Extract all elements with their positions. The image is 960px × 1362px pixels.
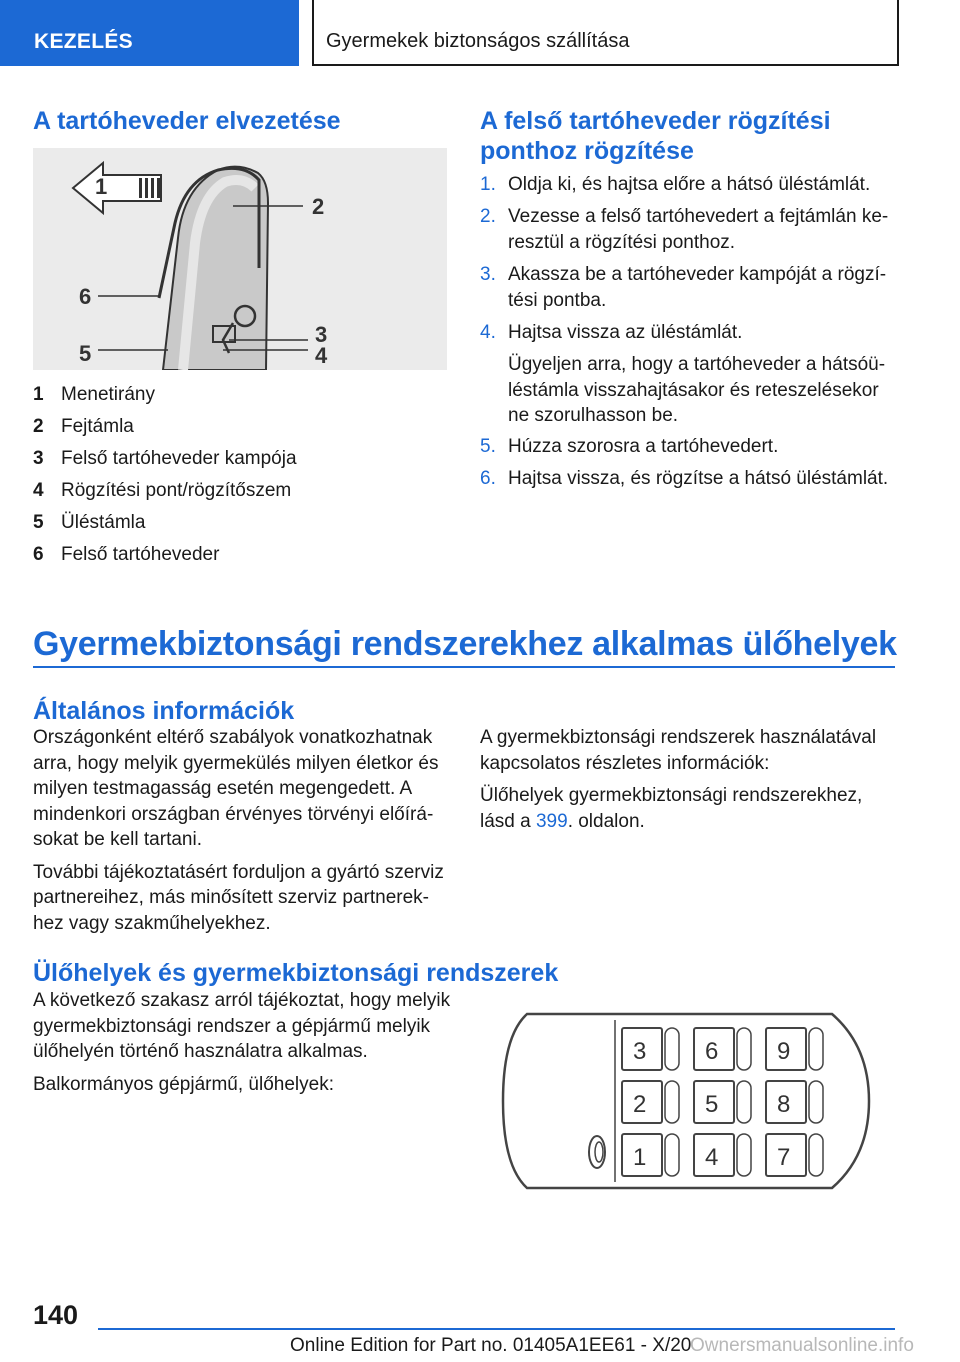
figure-label-2: 2 xyxy=(312,194,325,219)
section-tab-label: KEZELÉS xyxy=(34,30,133,53)
strap-routing-figure xyxy=(33,148,447,370)
paragraph: További tájékoztatásért forduljon a gyártó szerviz partnereihez, más minősített szerviz partnerekhez vagy szakműhelyekhez. xyxy=(33,861,444,934)
seat-number: 2 xyxy=(633,1091,647,1118)
seat-number: 8 xyxy=(777,1091,791,1118)
section-tab[interactable] xyxy=(0,0,299,66)
seats-text xyxy=(33,988,451,1097)
paragraph: Országonként eltérő szabályok vonatkozhatnak arra, hogy melyik gyermekülés milyen életkor és milyen testmagasság esetén megengedett. A mindenkori országban érvényes törvényi előírásokat be kell tartani. xyxy=(33,727,439,850)
paragraph: Balkormányos gépjármű, ülőhelyek: xyxy=(33,1073,334,1095)
paragraph: A gyermekbiztonsági rendszerek használatával kapcsolatos részletes információk: xyxy=(480,727,877,774)
seat-number: 1 xyxy=(633,1144,647,1171)
general-info-left-column xyxy=(33,725,451,936)
page-reference-link[interactable]: 399 xyxy=(535,810,568,832)
main-heading: Gyermekbiztonsági rendszerekhez alkalmas ülőhelyek xyxy=(33,625,897,663)
footer-rule xyxy=(98,1328,895,1330)
paragraph-page-reference: Ülőhelyek gyermekbiztonsági rendszerekhez, lásd a 399. oldalon. xyxy=(480,785,863,832)
figure-label-5: 5 xyxy=(79,341,92,366)
chapter-title: Gyermekek biztonságos szállítása xyxy=(326,30,630,52)
seat-number: 3 xyxy=(633,1038,647,1065)
section-heading-strap-routing: A tartóheveder elvezetése xyxy=(33,107,341,135)
figure-label-6: 6 xyxy=(79,284,92,309)
section-heading-seats: Ülőhelyek és gyermekbiztonsági rendszerek xyxy=(33,959,559,987)
seat-number: 6 xyxy=(705,1038,719,1065)
car-outline-illustration xyxy=(497,1006,875,1196)
section-heading-general-info: Általános információk xyxy=(33,697,295,725)
seat-number: 7 xyxy=(777,1144,791,1171)
seat-number: 5 xyxy=(705,1091,719,1118)
figure-label-4: 4 xyxy=(315,343,328,368)
seat-number: 9 xyxy=(777,1038,791,1065)
edition-text: Online Edition for Part no. 01405A1EE61 - X/20 xyxy=(290,1335,692,1356)
figure-label-3: 3 xyxy=(315,322,328,347)
chapter-title-box xyxy=(312,0,899,66)
paragraph: A következő szakasz arról tájékoztat, hogy melyik gyermekbiztonsági rendszer a gépjármű melyik ülőhelyén történő használatra alkalmas. xyxy=(33,990,451,1062)
figure-label-1: 1 xyxy=(95,174,108,199)
seat-number: 4 xyxy=(705,1144,719,1171)
seat-layout-figure xyxy=(497,1006,875,1196)
watermark: Ownersmanualsonline.info xyxy=(690,1335,914,1356)
general-info-right-column xyxy=(480,725,895,834)
heading-rule xyxy=(33,666,895,668)
section-heading-top-tether: A felső tartóheveder rögzítési ponthoz rögzítése xyxy=(480,107,831,165)
page-number: 140 xyxy=(33,1300,79,1330)
